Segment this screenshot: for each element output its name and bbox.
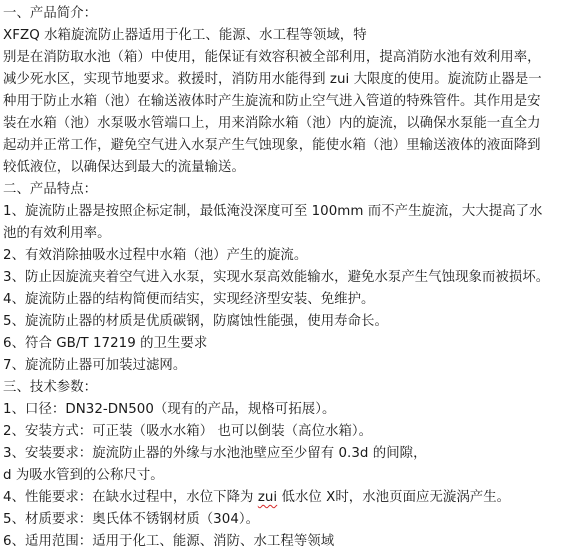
feature-item: 2、有效消除抽吸水过程中水箱（池）产生的旋流。 [3, 248, 308, 263]
intro-paragraph-line: XFZQ 水箱旋流防止器适用于化工、能源、水工程等领域，特 [3, 28, 367, 43]
feature-item: 7、旋流防止器可加装过滤网。 [3, 358, 187, 373]
intro-paragraph-line: 种用于防止水箱（池）在输送液体时产生旋流和防止空气进入管道的特殊管件。其作用是安 [3, 94, 541, 109]
intro-paragraph-line: 起动并正常工作，避免空气进入水泵产生气蚀现象，能使水箱（池）里输送液体的液面降到 [3, 138, 541, 153]
intro-paragraph-line: 别是在消防取水池（箱）中使用，能保证有效容积被全部利用，提高消防水池有效利用率， [3, 50, 541, 65]
feature-item: 5、旋流防止器的材质是优质碳钢，防腐蚀性能强，使用寿命长。 [3, 314, 388, 329]
intro-paragraph-line: 装在水箱（池）水泵吸水管端口上，用来消除水箱（池）内的旋流，以确保水泵能一直全力 [3, 116, 541, 131]
feature-item: 1、旋流防止器是按照企标定制，最低淹没深度可至 100mm 而不产生旋流，大大提高了水 [3, 204, 543, 219]
section-heading-intro: 一、产品简介： [3, 6, 98, 21]
spec-item: 3、安装要求：旋流防止器的外缘与水池池壁应至少留有 0.3d 的间隙， [3, 446, 427, 461]
spec-item: 2、安装方式：可正装（吸水水箱） 也可以倒装（高位水箱）。 [3, 424, 373, 439]
feature-item: 3、防止因旋流夹着空气进入水泵，实现水泵高效能输水，避免水泵产生气蚀现象而被损坏。 [3, 270, 550, 285]
feature-item: 4、旋流防止器的结构简便而结实，实现经济型安装、免维护。 [3, 292, 375, 307]
spec-item: d 为吸水管到的公称尺寸。 [3, 468, 164, 483]
spec-item: 6、适用范围：适用于化工、能源、消防、水工程等领域 [3, 534, 335, 549]
intro-paragraph-line: 较低液位，以确保达到最大的流量输送。 [3, 160, 245, 175]
spec-item: 5、材质要求：奥氏体不锈钢材质（304）。 [3, 512, 260, 527]
spec-item: 4、性能要求：在缺水过程中，水位下降为 zui 低水位 X时，水池页面应无漩涡产生。 [3, 490, 511, 505]
feature-item: 池的有效利用率。 [3, 226, 111, 241]
section-heading-features: 二、产品特点： [3, 182, 98, 197]
spellcheck-underline: zui [257, 490, 278, 505]
feature-item: 6、符合 GB/T 17219 的卫生要求 [3, 336, 208, 351]
section-heading-specs: 三、技术参数： [3, 380, 98, 395]
spec-item: 1、口径：DN32-DN500（现有的产品，规格可拓展）。 [3, 402, 336, 417]
document-body [3, 0, 569, 553]
intro-paragraph-line: 减少死水区，实现节地要求。救援时，消防用水能得到 zui 大限度的使用。旋流防止器是一 [3, 72, 542, 87]
